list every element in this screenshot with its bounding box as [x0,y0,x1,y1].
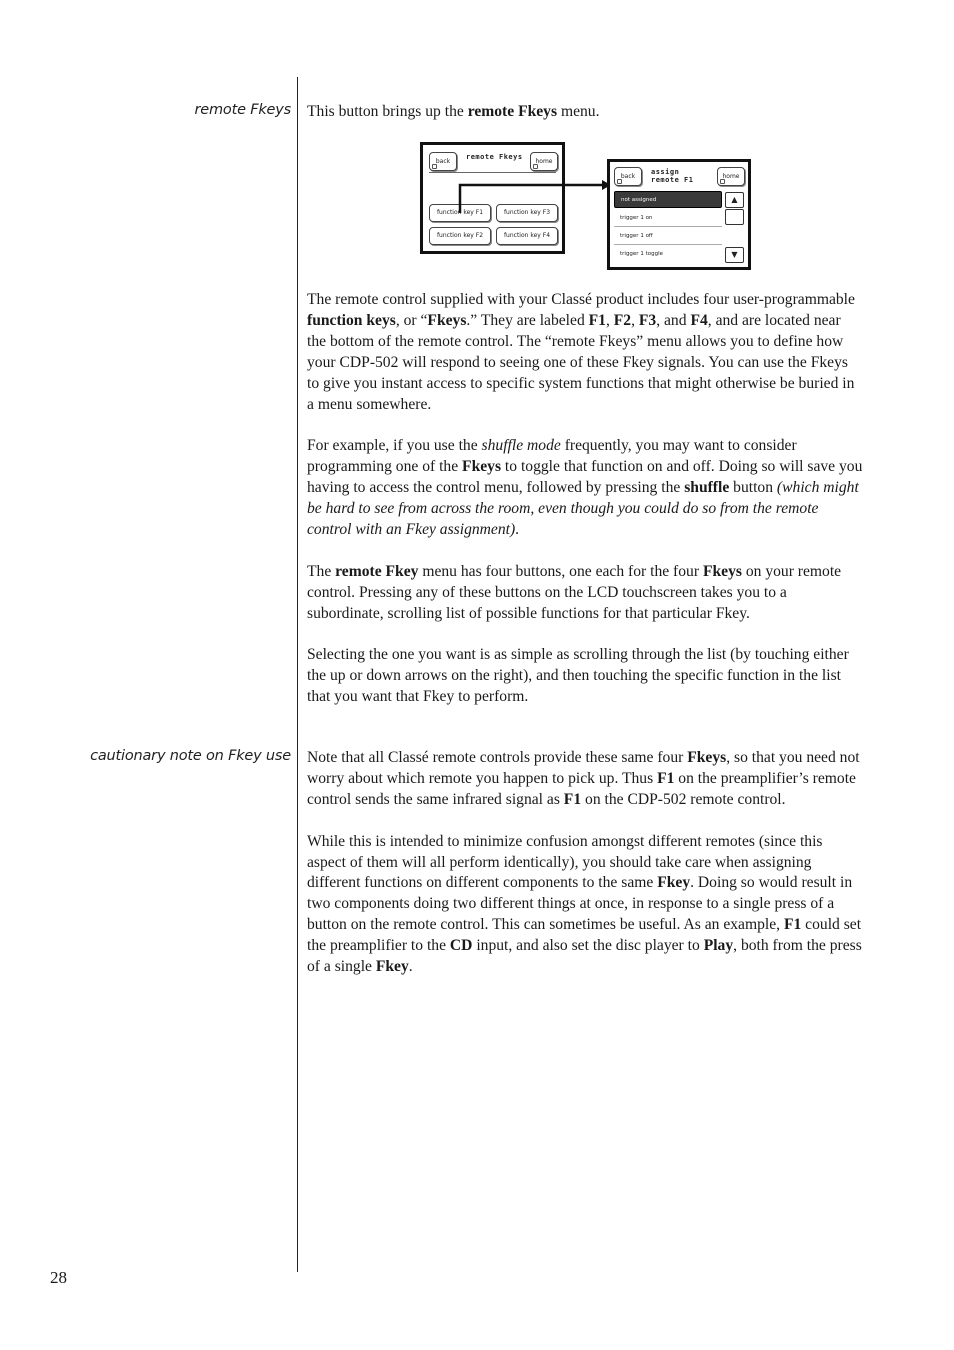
text-run: , [631,311,639,329]
text-run: on your remote control. Pressing any of these buttons on the LCD touchscreen takes you to a subordinate, scrolling list of possible functions for that particular Fkey. [307,562,842,622]
bold-term: remote Fkey [335,562,419,580]
function-key-f1-button: function key F1 [429,204,491,222]
function-key-f4-button: function key F4 [496,227,558,245]
text-run: .” They are labeled [466,311,589,329]
paragraph [307,436,863,541]
text-run: , so that you need not worry about which remote you happen to pick up. Thus [307,749,860,787]
bold-term: Fkey [657,874,691,892]
bold-term: F2 [613,311,632,329]
list-item: trigger 1 on [614,210,722,227]
text-run: , and [656,311,691,329]
bold-term: F1 [783,916,802,934]
text-run: , or “ [395,311,428,329]
function-key-f2-button: function key F2 [429,227,491,245]
scroll-down-arrow-icon: ▼ [725,247,744,263]
list-item: trigger 1 toggle [620,251,663,257]
list-item: not assigned [614,191,722,208]
bold-term: F3 [638,311,657,329]
text-run: , both from the press of a single [307,937,862,976]
text-run: on the CDP-502 remote control. [581,790,786,808]
bold-term: remote Fkeys [467,103,558,120]
paragraph [307,645,863,708]
bold-term: F4 [690,311,708,329]
section-heading-cautionary-note: cautionary note on Fkey use [90,748,291,764]
text-run: For example, if you use the [307,437,482,455]
italic-text: (which might be hard to see from across the room, even though you could do so from the remote control with an Fkey assignment) [307,479,859,538]
bold-term: Play [703,937,734,955]
bold-term: Fkeys [462,458,502,476]
text-run: menu has four buttons, one each for the four [418,562,703,580]
paragraph [307,748,863,811]
paragraph [307,562,863,625]
bold-term: CD [449,937,473,955]
section-heading-remote-fkeys: remote Fkeys [194,102,291,118]
text-run: The [307,562,336,580]
paragraph [307,290,863,415]
cautionary-body-text [307,748,863,978]
home-button: home [717,167,745,186]
bold-term: shuffle [684,479,730,497]
bold-term: Fkeys [702,562,742,580]
assign-remote-f1-screen [607,159,751,270]
bold-term: Fkeys [687,749,727,766]
home-button: home [530,152,558,171]
text-run: , [605,311,614,329]
intro-paragraph [307,102,863,123]
text-run: Note that all Classé remote controls provide these same four [307,749,688,766]
italic-text: shuffle mode [481,437,561,455]
paragraph [307,102,863,123]
screen-title: assign remote F1 [651,168,694,184]
text-run: menu. [557,103,600,120]
text-run: frequently, you may want to consider programming one of the [307,437,797,476]
bold-term: function keys [307,311,396,329]
screen-title: remote Fkeys [466,153,523,161]
function-key-f3-button: function key F3 [496,204,558,222]
page-number: 28 [50,1268,67,1287]
bold-term: Fkeys [427,311,467,329]
text-run: While this is intended to minimize confusion amongst different remotes (since this aspect of them will all perform identically), you should take care when assigning different functions on different components to the same [307,832,823,892]
text-run: Selecting the one you want is as simple as scrolling through the list (by touching either the up or down arrows on the right), and then touching the specific function in the list that you want that Fkey to perform. [307,646,849,706]
back-button: back [614,167,642,186]
main-body-text [307,290,863,708]
column-divider-rule [297,77,298,1272]
list-item: trigger 1 off [614,228,722,245]
bold-term: Fkey [375,958,409,976]
text-run: The remote control supplied with your Classé product includes four user-programmable [307,291,855,308]
back-button: back [429,152,457,171]
text-run: button [729,479,777,497]
connector-arrow [455,178,615,218]
bold-term: F1 [563,790,582,808]
text-run: This button brings up the [307,103,468,120]
bold-term: F1 [588,311,606,329]
text-run: on the preamplifier’s remote control sends the same infrared signal as [307,769,856,808]
text-run: , and are located near the bottom of the remote control. The “remote Fkeys” menu allows you to define how your CDP-502 will respond to seeing one of these Fkey signals. You can use the Fkeys to give you instant access to specific system functions that might otherwise be buried in a menu somewhere. [307,311,855,413]
text-run: . Doing so would result in two components doing two different things at once, in response to a single press of a button on the remote control. This can sometimes be useful. As an example, [307,874,853,934]
scroll-track [725,209,744,225]
text-run: to toggle that function on and off. Doing so will save you having to access the control menu, followed by pressing the [307,458,863,497]
scroll-up-arrow-icon: ▲ [725,192,744,208]
text-run: input, and also set the disc player to [472,937,704,955]
divider [429,172,556,173]
text-run: could set the preamplifier to the [307,916,862,955]
text-run: . [408,958,413,976]
bold-term: F1 [657,769,675,787]
text-run: . [515,520,520,538]
paragraph [307,832,863,978]
